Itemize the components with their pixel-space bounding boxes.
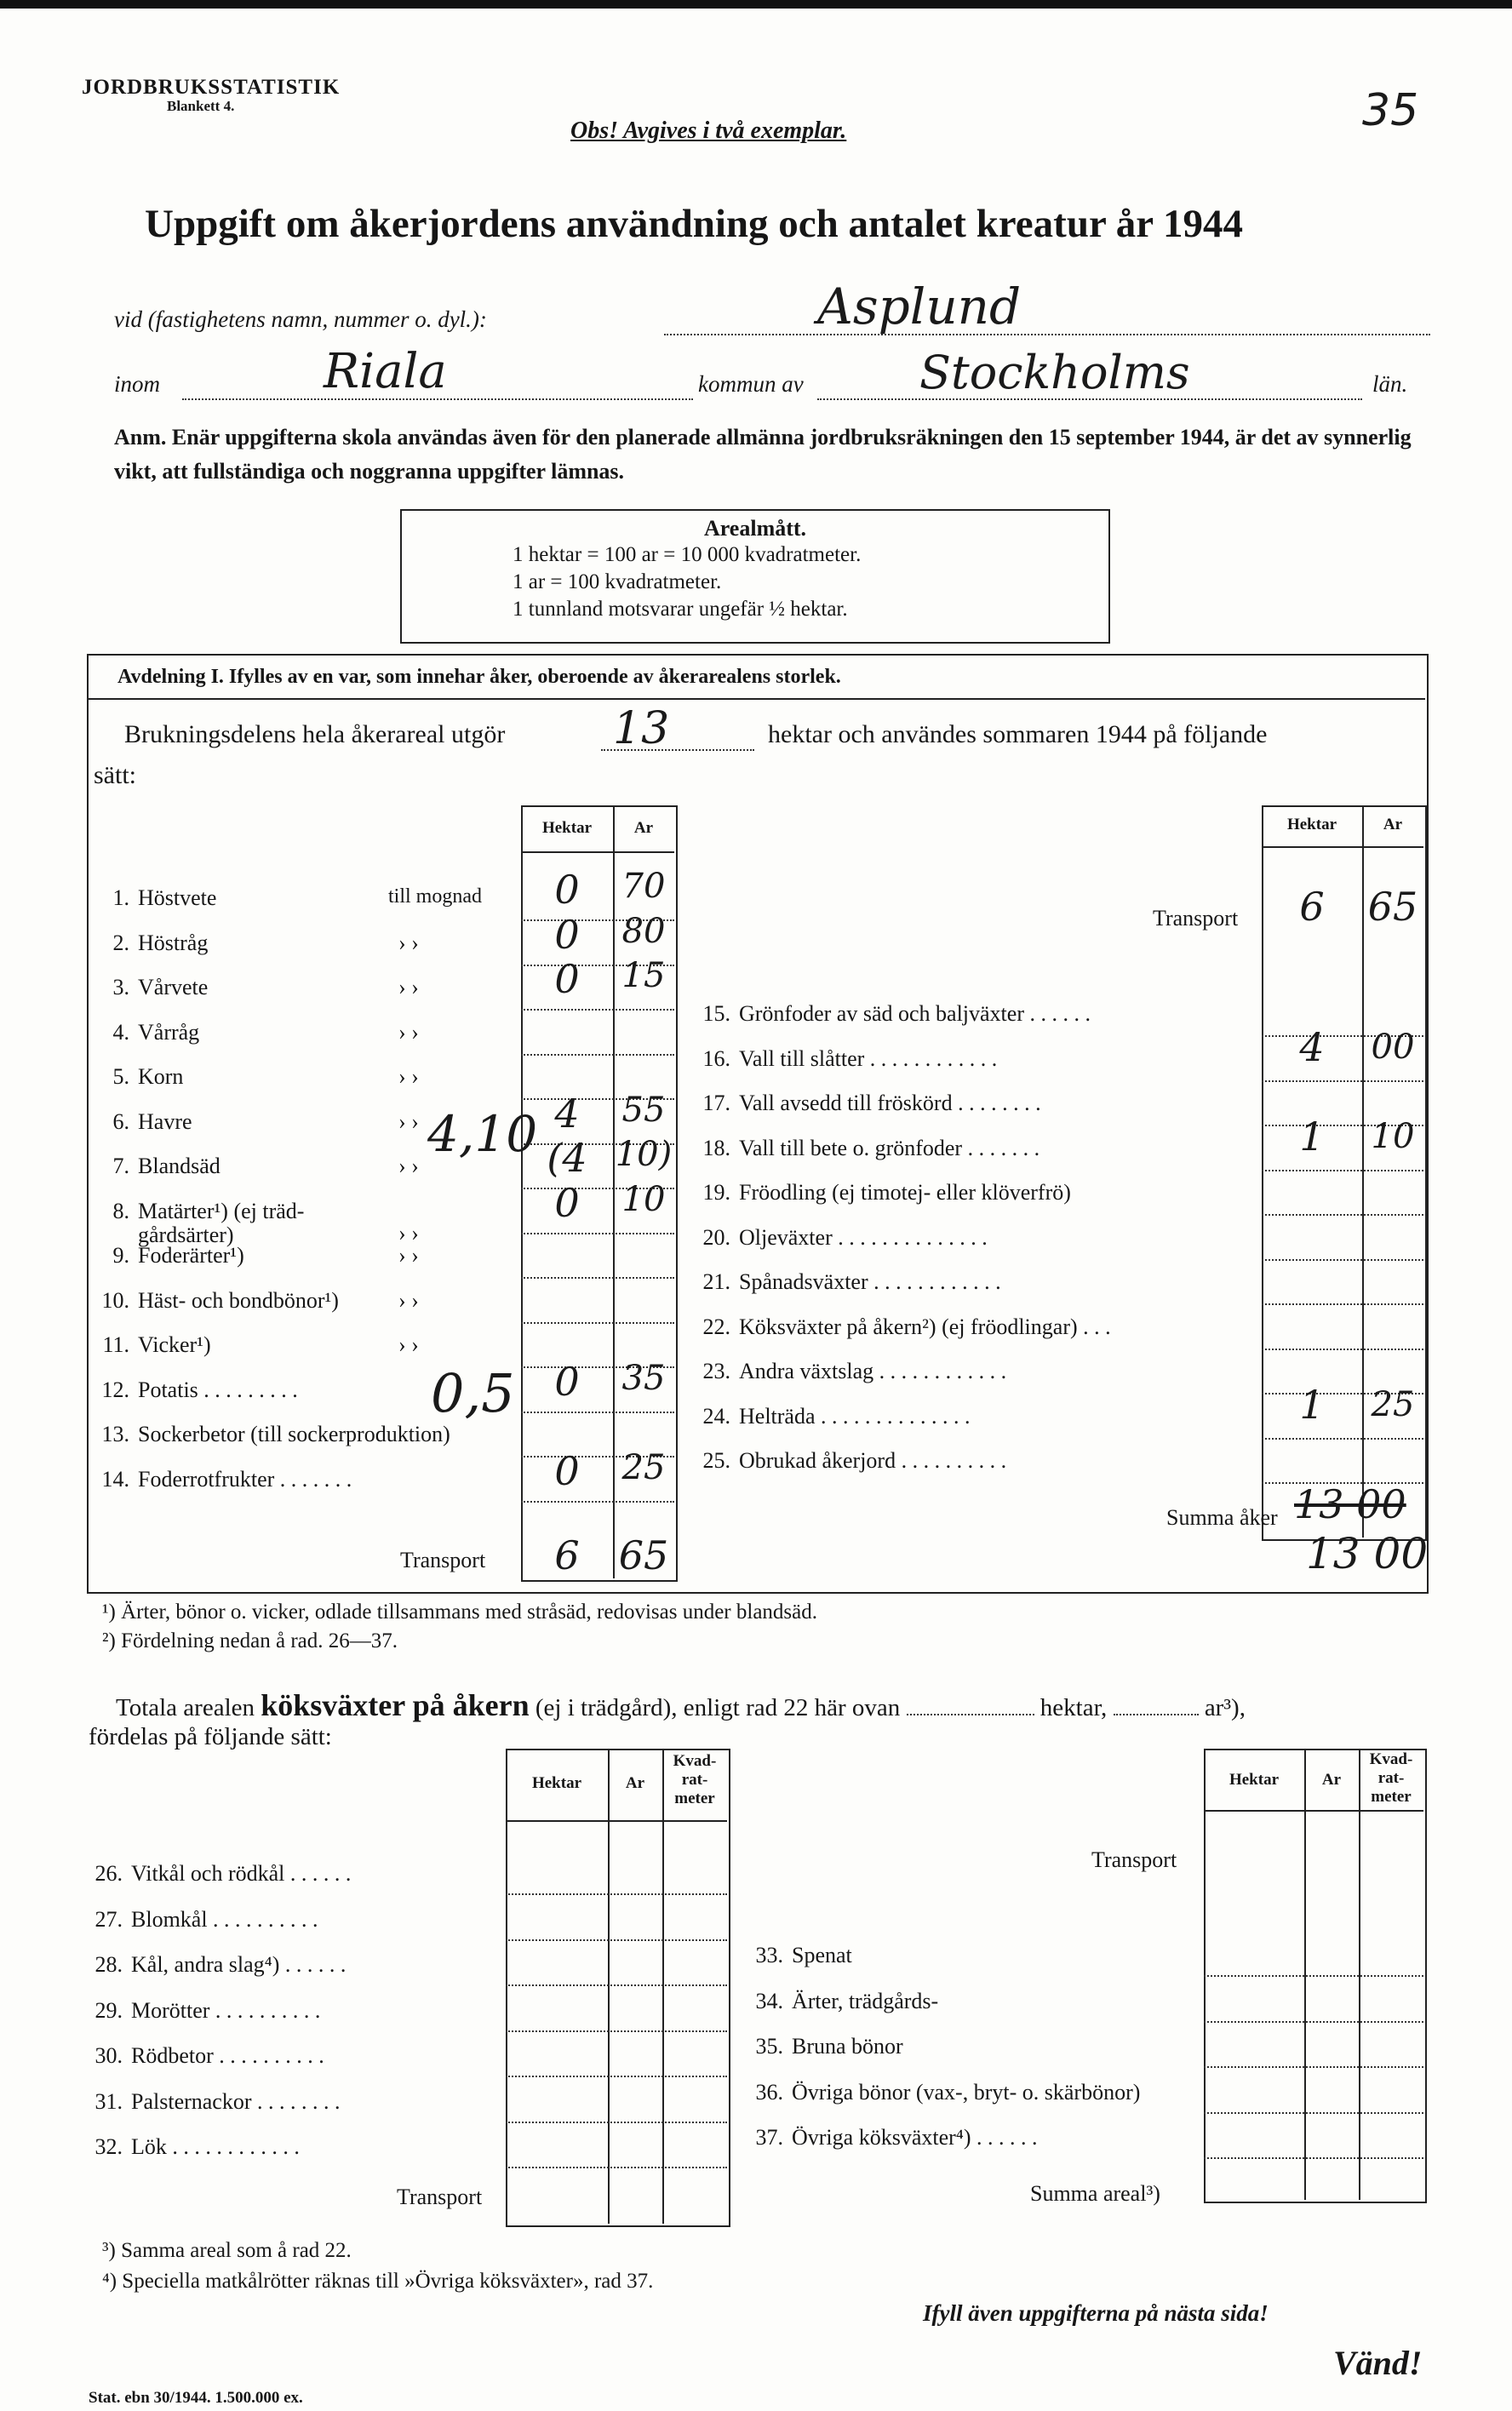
kok-line-e: ar³), (1204, 1694, 1246, 1721)
agency-name: JORDBRUKSSTATISTIK (82, 76, 341, 99)
ditto-mark: › › (398, 1287, 419, 1313)
anm-note: Anm. Enär uppgifterna skola användas även för den planerade allmänna jordbruksräkningen den 15 september 1944, är det av synnerlig vikt, att fullständiga och noggranna uppgifter lämnas. (114, 425, 1412, 484)
right-row (690, 1359, 1006, 1384)
left-row-hektar[interactable]: (4 (547, 1135, 587, 1181)
form-number: Blankett 4. (167, 98, 235, 115)
intro-c: sätt: (94, 761, 136, 789)
left-row-number: 10. (101, 1287, 129, 1313)
kok-left-row-number: 28. (94, 1952, 123, 1977)
right-row-number: 25. (702, 1448, 730, 1473)
left-row (89, 1199, 304, 1248)
kok-right-div1 (1304, 1749, 1306, 2200)
label-kommun: kommun av (698, 371, 804, 397)
right-row-line (1262, 1080, 1423, 1082)
left-row (89, 1064, 183, 1090)
kok-left-row-line[interactable] (506, 2122, 727, 2123)
left-row (89, 975, 208, 1000)
kok-left-row (82, 1861, 351, 1887)
left-grid-header-line (521, 851, 674, 853)
right-row-number: 23. (702, 1359, 730, 1383)
right-row (690, 1269, 1001, 1295)
left-row-line (521, 1054, 674, 1056)
left-col-ar: Ar (633, 819, 654, 837)
left-row-label: Vårvete (138, 975, 209, 999)
vid-line (664, 334, 1430, 335)
kok-right-row-line[interactable] (1204, 2112, 1423, 2114)
right-row (690, 1225, 988, 1251)
kok-left-row-label: Vitkål och rödkål . . . . . . (131, 1861, 352, 1886)
value-lan[interactable]: Stockholms (919, 346, 1190, 399)
label-lan: län. (1372, 371, 1408, 397)
right-row-label: Vall till slåtter . . . . . . . . . . . . (739, 1045, 998, 1071)
kok-left-row-number: 29. (94, 1997, 123, 2023)
obs-note: Obs! Avgives i två exemplar. (570, 117, 847, 144)
kok-right-col-kvm (1359, 1750, 1423, 1807)
kok-left-row (82, 1998, 320, 2024)
kok-right-row (742, 1943, 852, 1968)
ditto-mark: › › (398, 1064, 419, 1089)
right-row-hektar[interactable]: 1 (1299, 1113, 1325, 1160)
right-row-number: 16. (702, 1045, 730, 1071)
left-row-number: 7. (112, 1154, 129, 1178)
kok-left-row-label: Kål, andra slag⁴) . . . . . . (131, 1952, 346, 1977)
left-row (89, 931, 208, 956)
kok-right-col-hektar: Hektar (1228, 1771, 1280, 1789)
kok-summa: Summa areal³) (1030, 2181, 1160, 2206)
left-row-ar[interactable]: 25 (621, 1447, 666, 1487)
left-row-line (521, 1277, 674, 1279)
kok-right-row (742, 1989, 938, 2014)
kok-left-row (82, 2134, 300, 2160)
left-row-line (521, 1501, 674, 1503)
right-row-ar[interactable]: 25 (1371, 1384, 1415, 1424)
right-row (690, 1404, 971, 1429)
kok-left-row (82, 1907, 318, 1933)
margin-note-potatis: 0,5 (431, 1362, 515, 1424)
kok-left-row-label: Blomkål . . . . . . . . . . (131, 1906, 318, 1932)
right-row (690, 1180, 1071, 1206)
right-row (690, 1136, 1040, 1161)
kok-left-header-line (506, 1820, 727, 1822)
ditto-mark: › › (398, 930, 419, 955)
kok-right-row (742, 2080, 1140, 2105)
ditto-mark: › › (398, 1220, 419, 1246)
label-inom: inom (114, 371, 160, 397)
right-row-number: 22. (702, 1314, 730, 1339)
kok-right-col-ar: Ar (1321, 1771, 1342, 1789)
right-row (690, 1314, 1111, 1340)
kok-left-row-number: 31. (94, 2088, 123, 2114)
kok-right-row-label: Övriga bönor (vax-, bryt- o. skärbönor) (792, 2079, 1141, 2105)
footnote-4: ⁴) Speciella matkålrötter räknas till »Övriga köksväxter», rad 37. (102, 2270, 654, 2293)
margin-note-blandsad: 4,10 (427, 1105, 538, 1163)
left-row-ar[interactable]: 10) (615, 1135, 673, 1174)
left-row-label: Sockerbetor (till sockerproduktion) (138, 1422, 450, 1446)
arealmatt-line2: 1 ar = 100 kvadratmeter. (513, 570, 722, 593)
left-row-ar[interactable]: 70 (621, 867, 666, 906)
right-row-line (1262, 1259, 1423, 1261)
left-row-label2: gårdsärter) (138, 1222, 234, 1247)
kok-left-row-number: 30. (94, 2043, 123, 2068)
left-row-hektar[interactable]: 0 (554, 1358, 580, 1405)
right-row-label: Obrukad åkerjord . . . . . . . . . . (739, 1448, 1007, 1473)
left-row-label: Höstråg (138, 930, 209, 955)
arealmatt-box (400, 509, 1110, 644)
kok-line-d: hektar, (1040, 1694, 1108, 1721)
ditto-mark: › › (398, 1154, 419, 1178)
right-row-label: Fröodling (ej timotej- eller klöverfrö) (739, 1180, 1071, 1205)
left-row (89, 885, 216, 911)
ditto-mark: › › (398, 1332, 419, 1357)
right-row-label: Köksväxter på åkern²) (ej fröodlingar) . . . (739, 1314, 1111, 1339)
right-row-label: Spånadsväxter . . . . . . . . . . . . (739, 1269, 1001, 1294)
right-row-ar[interactable]: 00 (1371, 1027, 1415, 1067)
kok-left-row-line[interactable] (506, 2030, 727, 2032)
left-row (89, 1422, 450, 1447)
left-row-label: Vårråg (138, 1019, 200, 1045)
kok-right-div2 (1359, 1749, 1360, 2200)
kok-right-row-number: 36. (755, 2079, 783, 2105)
ditto-mark: › › (398, 1019, 419, 1045)
left-row-label: Foderärter¹) (138, 1243, 244, 1268)
right-row-number: 21. (702, 1269, 730, 1294)
kok-left-row (82, 2043, 324, 2069)
page-number: 35 (1362, 85, 1419, 136)
kvm-l2: rat- (681, 1770, 708, 1789)
left-transport-ar[interactable]: 65 (618, 1532, 669, 1578)
left-row-hektar[interactable]: 0 (554, 911, 580, 958)
kok-left-row-number: 32. (94, 2134, 123, 2159)
kok-right-header-line (1204, 1810, 1423, 1812)
left-row-hektar[interactable]: 0 (554, 1179, 580, 1226)
kok-ar-blank[interactable] (1114, 1714, 1199, 1715)
right-row-number: 17. (702, 1091, 730, 1115)
intro-a: Brukningsdelens hela åkerareal utgör (124, 720, 506, 748)
kok-left-row-line[interactable] (506, 2167, 727, 2168)
summa-struck: 13 00 (1294, 1481, 1406, 1527)
left-row-hektar[interactable]: 0 (554, 1447, 580, 1494)
kok-line-a: Totala arealen (116, 1694, 255, 1721)
left-row-line (521, 1009, 674, 1011)
kok-right-row-line[interactable] (1204, 1975, 1423, 1977)
right-grid-header-line (1262, 846, 1423, 848)
right-row-number: 19. (702, 1180, 730, 1205)
right-row-label: Vall till bete o. grönfoder . . . . . . . (739, 1135, 1040, 1160)
right-row (690, 1001, 1091, 1027)
left-row-line (521, 1412, 674, 1413)
left-row-label: Matärter¹) (ej träd- (138, 1198, 305, 1223)
vand-note: Vänd! (1333, 2344, 1423, 2382)
kok-left-row (82, 1952, 346, 1978)
ditto-mark: › › (398, 975, 419, 999)
right-col-ar: Ar (1383, 816, 1403, 833)
kok-right-row-number: 34. (755, 1988, 783, 2013)
kok-line2: fördelas på följande sätt: (89, 1723, 332, 1750)
right-row-label: Oljeväxter . . . . . . . . . . . . . . (739, 1224, 988, 1250)
left-row-number: 5. (112, 1064, 129, 1089)
left-row-number: 12. (101, 1377, 129, 1402)
right-transport-label: Transport (1153, 906, 1239, 931)
kvm-l1: Kvad- (673, 1752, 717, 1770)
left-row-ar[interactable]: 55 (621, 1090, 666, 1130)
left-row-label: Häst- och bondbönor¹) (138, 1287, 339, 1313)
kok-left-row-label: Lök . . . . . . . . . . . . (131, 2134, 300, 2159)
kok-left-row-line[interactable] (506, 1893, 727, 1895)
kok-left-transport: Transport (397, 2185, 483, 2209)
kok-right-row-line[interactable] (1204, 2021, 1423, 2023)
kok-left-row-line[interactable] (506, 2076, 727, 2077)
left-row-hektar[interactable]: 4 (554, 1090, 580, 1137)
kok-right-row-number: 37. (755, 2125, 783, 2150)
right-row-line (1262, 1170, 1423, 1171)
kok-right-row-line[interactable] (1204, 2066, 1423, 2068)
left-row-ar[interactable]: 35 (621, 1358, 666, 1398)
stat-print: Stat. ebn 30/1944. 1.500.000 ex. (89, 2389, 303, 2407)
kvm-r1: Kvad- (1369, 1750, 1413, 1768)
right-row-label: Vall avsedd till fröskörd . . . . . . . . (739, 1091, 1041, 1115)
left-transport-label: Transport (400, 1548, 486, 1572)
right-row-line (1262, 1214, 1423, 1216)
kok-right-row-label: Ärter, trädgårds- (792, 1988, 939, 2013)
right-row-label: Grönfoder av säd och baljväxter . . . . . . (739, 1001, 1091, 1026)
right-row-label: Andra växtslag . . . . . . . . . . . . (739, 1359, 1007, 1383)
footnote-1: ¹) Ärter, bönor o. vicker, odlade tillsammans med stråsäd, redovisas under blandsäd. (102, 1601, 817, 1624)
footnote-3: ³) Samma areal som å rad 22. (102, 2239, 352, 2262)
left-row-label: Blandsäd (138, 1154, 220, 1178)
top-border (0, 0, 1512, 9)
left-row (89, 1020, 199, 1045)
right-row-label: Helträda . . . . . . . . . . . . . . (739, 1403, 971, 1429)
right-row-number: 24. (702, 1403, 730, 1429)
left-row-label: Foderrotfrukter . . . . . . . (138, 1466, 352, 1492)
intro-b: hektar och användes sommaren 1944 på följande (768, 720, 1268, 748)
left-row-number: 4. (112, 1019, 129, 1045)
left-row-ar[interactable]: 10 (621, 1179, 666, 1219)
kok-right-row-line[interactable] (1204, 2157, 1423, 2159)
left-transport-hektar[interactable]: 6 (554, 1532, 580, 1578)
kok-left-row-number: 26. (94, 1861, 123, 1886)
footnote-2: ²) Fördelning nedan å rad. 26—37. (102, 1629, 398, 1652)
kok-left-row (82, 2089, 341, 2115)
kvm-r2: rat- (1377, 1768, 1405, 1787)
kok-line-c: (ej i trädgård), enligt rad 22 här ovan (535, 1694, 901, 1721)
left-row (89, 1467, 352, 1492)
left-row-number: 3. (112, 975, 129, 999)
left-row-number: 9. (112, 1243, 129, 1268)
left-row (89, 1288, 339, 1314)
left-row (89, 1109, 192, 1135)
left-row (89, 1377, 298, 1403)
ditto-mark: › › (398, 1243, 419, 1268)
left-row (89, 1332, 211, 1358)
kok-left-col-ar: Ar (625, 1774, 645, 1792)
left-row (89, 1154, 220, 1179)
left-row-label: Potatis . . . . . . . . . (138, 1377, 298, 1402)
kok-left-row-line[interactable] (506, 1939, 727, 1941)
mognad-label: till mognad (388, 885, 482, 908)
right-row-line (1262, 1349, 1423, 1350)
right-row-number: 15. (702, 1001, 730, 1026)
kok-line (116, 1687, 1246, 1723)
right-transport-hektar[interactable]: 6 (1299, 884, 1325, 930)
right-row-ar[interactable]: 10 (1371, 1116, 1415, 1156)
right-row-hektar[interactable]: 4 (1299, 1023, 1325, 1070)
left-row-line (521, 1322, 674, 1324)
left-row-number: 6. (112, 1108, 129, 1134)
right-col-hektar: Hektar (1286, 816, 1337, 833)
kok-right-transport: Transport (1091, 1847, 1177, 1872)
ditto-mark: › › (398, 1108, 419, 1134)
right-row-line (1262, 1303, 1423, 1305)
kok-left-row-number: 27. (94, 1906, 123, 1932)
kok-hektar-blank[interactable] (907, 1714, 1034, 1715)
left-row-label: Höstvete (138, 885, 217, 910)
left-row-number: 2. (112, 930, 129, 955)
kok-right-row-number: 35. (755, 2034, 783, 2059)
right-row-number: 20. (702, 1224, 730, 1250)
right-row-line (1262, 1438, 1423, 1440)
left-row-number: 11. (102, 1332, 129, 1357)
left-row-label: Vicker¹) (138, 1332, 211, 1357)
left-row-number: 8. (112, 1198, 129, 1223)
kvm-r3: meter (1371, 1787, 1412, 1806)
value-vid[interactable]: Asplund (817, 278, 1022, 335)
left-row-label: Korn (138, 1064, 184, 1089)
kok-left-row-label: Palsternackor . . . . . . . . (131, 2088, 341, 2114)
left-row-line (521, 1233, 674, 1234)
kok-left-row-line[interactable] (506, 1984, 727, 1986)
kok-right-row (742, 2125, 1038, 2150)
kok-left-row-label: Morötter . . . . . . . . . . (131, 1997, 321, 2023)
value-inom[interactable]: Riala (324, 344, 447, 399)
right-row-hektar[interactable]: 1 (1299, 1381, 1325, 1428)
kok-right-row-number: 33. (755, 1943, 783, 1967)
left-row-number: 13. (101, 1422, 129, 1446)
left-row-ar[interactable]: 80 (621, 911, 666, 951)
arealmatt-line1: 1 hektar = 100 ar = 10 000 kvadratmeter. (513, 543, 862, 566)
kok-line-b: köksväxter på åkern (261, 1688, 530, 1722)
page-title: Uppgift om åkerjordens användning och antalet kreatur år 1944 (145, 202, 1243, 246)
kok-left-row-label: Rödbetor . . . . . . . . . . (131, 2043, 324, 2068)
kok-right-row-label: Bruna bönor (792, 2034, 903, 2059)
arealmatt-line3: 1 tunnland motsvarar ungefär ½ hektar. (513, 598, 848, 621)
label-vid: vid (fastighetens namn, nummer o. dyl.): (114, 306, 487, 332)
kok-left-col-hektar: Hektar (531, 1774, 582, 1792)
right-row-number: 18. (702, 1135, 730, 1160)
left-row-label: Havre (138, 1108, 192, 1134)
summa-aker-label: Summa åker (1166, 1505, 1278, 1530)
kok-right-row (742, 2034, 903, 2059)
intro-value[interactable]: 13 (613, 703, 670, 754)
left-row (89, 1243, 244, 1268)
section1-heading: Avdelning I. Ifylles av en var, som innehar åker, oberoende av åkerarealens storlek. (87, 654, 1425, 700)
header-block (82, 77, 340, 114)
kvm-l3: meter (674, 1789, 715, 1807)
left-col-hektar: Hektar (541, 819, 593, 837)
left-row-number: 14. (101, 1466, 129, 1492)
kok-left-col-kvm (662, 1752, 727, 1808)
right-row (690, 1448, 1006, 1474)
right-row (690, 1046, 997, 1072)
left-row-number: 1. (112, 885, 129, 910)
kok-right-row-label: Spenat (792, 1943, 852, 1967)
left-row-ar[interactable]: 15 (621, 956, 666, 995)
kok-right-row-label: Övriga köksväxter⁴) . . . . . . (792, 2125, 1038, 2150)
left-row-hektar[interactable]: 0 (554, 956, 580, 1002)
left-row-hektar[interactable]: 0 (554, 867, 580, 913)
ifyll-note: Ifyll även uppgifterna på nästa sida! (923, 2300, 1269, 2326)
right-row (690, 1091, 1041, 1116)
arealmatt-title: Arealmått. (703, 516, 807, 541)
right-transport-ar[interactable]: 65 (1367, 884, 1418, 930)
summa-value[interactable]: 13 00 (1306, 1529, 1429, 1578)
